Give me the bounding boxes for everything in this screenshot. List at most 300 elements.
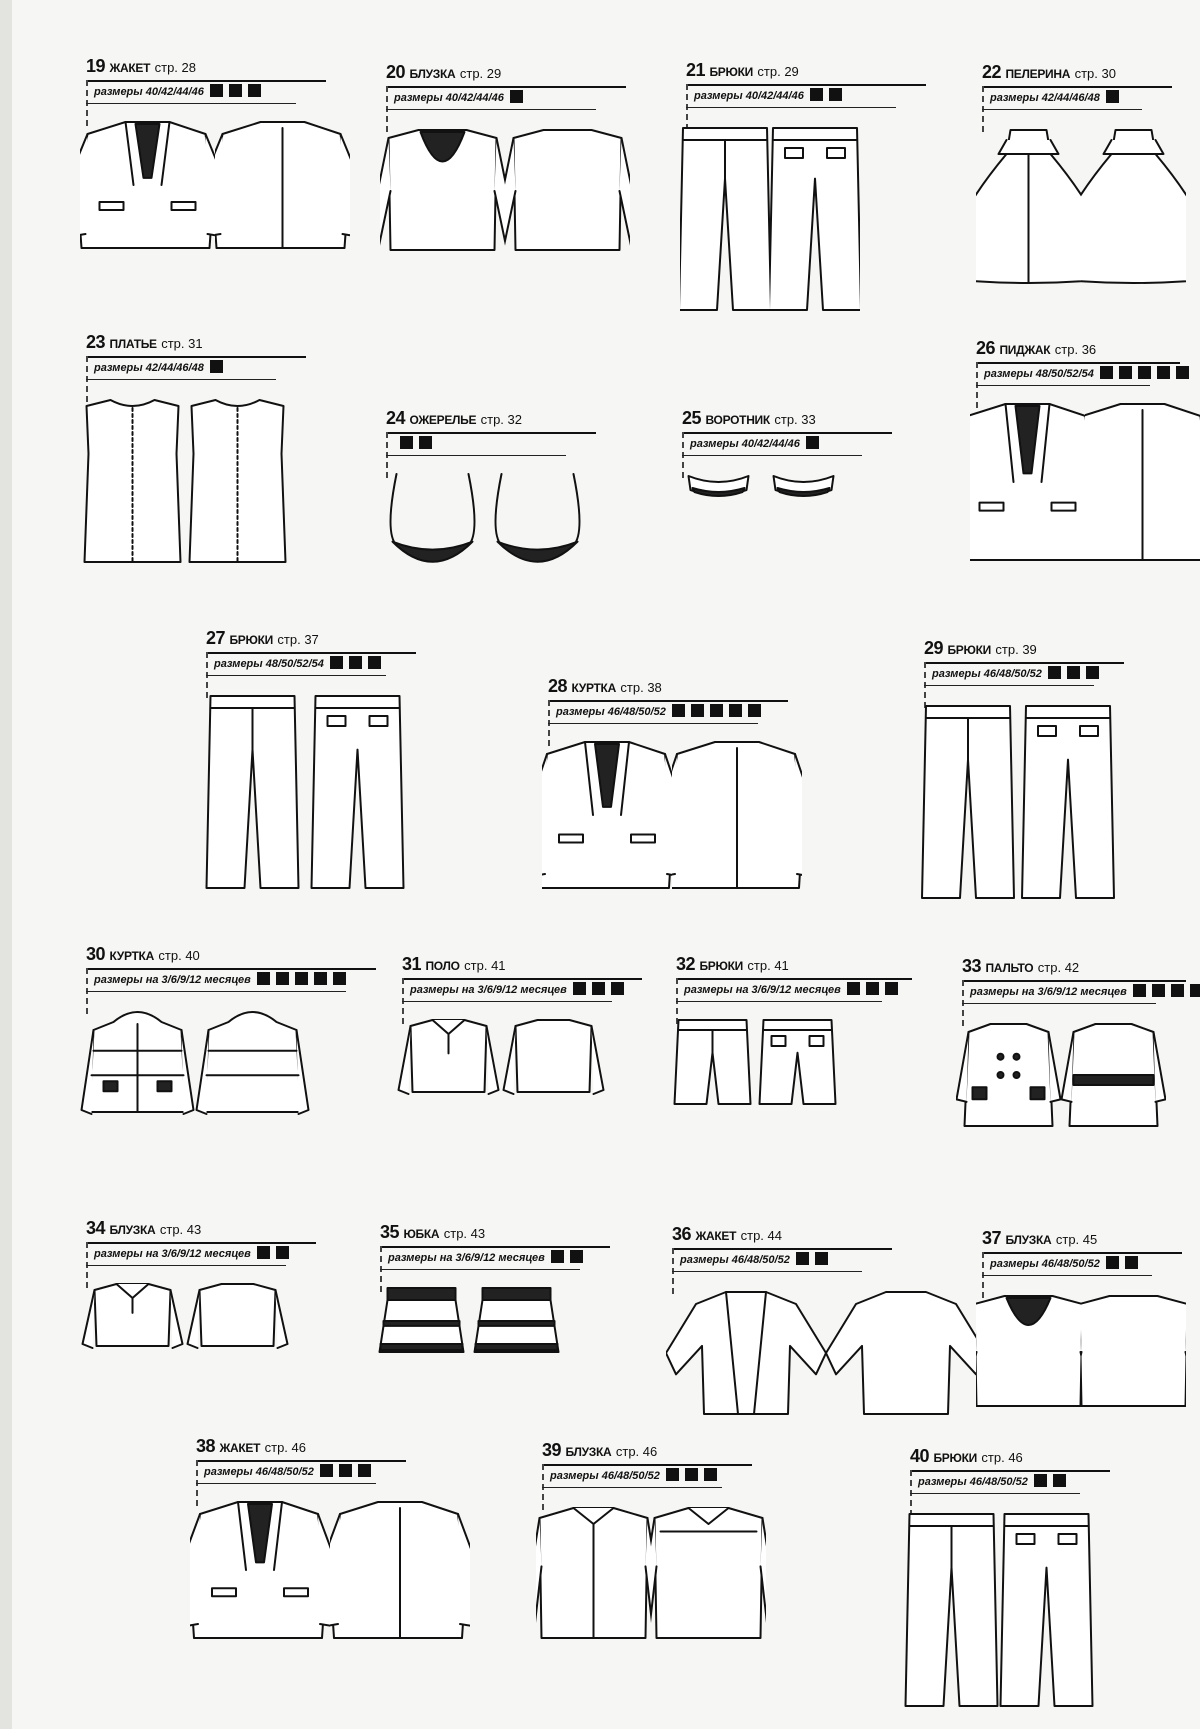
item-page-ref: стр. 43 [159,1222,202,1237]
title-rule [402,978,642,980]
garment-sketch-back [501,1012,606,1104]
size-rule [386,109,596,110]
item-number: 39 [542,1440,562,1460]
title-rule [386,86,626,88]
item-title [86,56,196,77]
garment-sketch-back [1018,696,1118,908]
pattern-item-37 [982,1228,1182,1280]
size-range [970,984,1200,998]
item-name: БРЮКИ [229,633,273,647]
difficulty-square [419,436,432,449]
size-text: размеры на 3/6/9/12 месяцев [94,1248,251,1260]
garment-sketch-front [190,1494,330,1646]
difficulty-square [330,656,343,669]
item-page-ref: стр. 28 [154,60,196,75]
title-rule [86,1242,316,1244]
size-range [94,1246,289,1260]
difficulty-square [611,982,624,995]
garment-sketch-front [396,1012,501,1104]
difficulty-square [551,1250,564,1263]
item-number: 30 [86,944,106,964]
pattern-item-29 [924,638,1124,690]
item-name: ЖАКЕТ [219,1441,261,1455]
garment-sketch-front [976,120,1081,292]
item-title [386,62,501,83]
item-number: 28 [548,676,568,696]
size-text: размеры 42/44/46/48 [990,92,1100,104]
size-rule [676,1001,882,1002]
pattern-item-39 [542,1440,752,1492]
size-range [388,1250,583,1264]
title-rule [676,978,912,980]
garment-sketch-back [330,1494,470,1646]
title-rule [86,80,326,82]
size-range [394,90,523,104]
size-text: размеры 40/42/44/46 [690,438,800,450]
size-text: размеры 48/50/52/54 [214,658,324,670]
garment-sketch-front [380,466,485,588]
pattern-item-30 [86,944,376,996]
difficulty-square [729,704,742,717]
difficulty-square [1152,984,1165,997]
size-range [94,84,261,98]
garment-sketch-front [536,1498,651,1650]
size-rule [672,1271,862,1272]
garment-sketch-front [676,466,761,508]
title-rule [542,1464,752,1466]
difficulty-square [314,972,327,985]
difficulty-square [1119,366,1132,379]
garment-sketch-back [305,686,410,898]
item-page-ref: стр. 40 [158,948,200,963]
size-rule [976,385,1150,386]
difficulty-square [1157,366,1170,379]
size-rule [386,455,566,456]
garment-sketch-back [761,466,846,508]
item-page-ref: стр. 46 [615,1444,658,1459]
title-rule [976,362,1180,364]
difficulty-square [796,1252,809,1265]
garment-sketch-front [80,114,215,256]
size-text: размеры на 3/6/9/12 месяцев [684,984,841,996]
garment-sketch-front [542,734,672,896]
item-page-ref: стр. 32 [480,412,522,427]
size-text: размеры 42/44/46/48 [94,362,204,374]
difficulty-square [810,88,823,101]
difficulty-square [1106,1256,1119,1269]
pattern-item-33 [962,956,1186,1008]
pattern-item-26 [976,338,1180,390]
size-text: размеры 46/48/50/52 [932,668,1042,680]
size-range [984,366,1189,380]
difficulty-square [229,84,242,97]
difficulty-square [815,1252,828,1265]
difficulty-square [748,704,761,717]
difficulty-square [592,982,605,995]
difficulty-square [829,88,842,101]
item-title [206,628,319,649]
item-title [86,332,203,353]
difficulty-square [1048,666,1061,679]
pattern-item-23 [86,332,306,384]
pattern-item-24 [386,408,596,460]
difficulty-square [691,704,704,717]
pattern-item-35 [380,1222,610,1274]
item-name: ВОРОТНИК [705,413,770,427]
item-page-ref: стр. 37 [277,632,319,647]
garment-sketch-back [826,1282,986,1424]
item-page-ref: стр. 39 [995,642,1037,657]
item-name: ПОЛО [425,959,460,973]
item-number: 36 [672,1224,692,1244]
size-rule [86,103,296,104]
item-title [380,1222,485,1243]
size-rule [686,107,896,108]
difficulty-square [1086,666,1099,679]
garment-sketch-front [970,396,1085,568]
item-name: БЛУЗКА [565,1445,612,1459]
item-title [196,1436,306,1457]
size-rule [548,723,758,724]
item-title [976,338,1096,359]
item-page-ref: стр. 29 [757,64,799,79]
difficulty-square [210,84,223,97]
difficulty-square [295,972,308,985]
title-rule [86,968,376,970]
difficulty-square [1125,1256,1138,1269]
size-text: размеры 40/42/44/46 [394,92,504,104]
garment-sketch-front [670,1012,755,1114]
item-number: 22 [982,62,1002,82]
item-name: ОЖЕРЕЛЬЕ [409,413,477,427]
item-name: ЖАКЕТ [109,61,151,75]
difficulty-square [1034,1474,1047,1487]
difficulty-square [400,436,413,449]
item-number: 25 [682,408,702,428]
size-range [932,666,1099,680]
item-number: 21 [686,60,706,80]
item-number: 20 [386,62,406,82]
pattern-item-28 [548,676,788,728]
size-text: размеры 40/42/44/46 [694,90,804,102]
item-page-ref: стр. 46 [264,1440,306,1455]
item-name: КУРТКА [109,949,154,963]
size-rule [962,1003,1156,1004]
item-name: ЖАКЕТ [695,1229,737,1243]
title-rule [682,432,892,434]
size-rule [910,1493,1080,1494]
garment-sketch-front [200,686,305,898]
size-text: размеры 46/48/50/52 [990,1258,1100,1270]
title-rule [548,700,788,702]
difficulty-square [333,972,346,985]
difficulty-square [320,1464,333,1477]
title-rule [380,1246,610,1248]
garment-sketch-back [770,118,860,320]
item-page-ref: стр. 41 [464,958,506,973]
difficulty-square [210,360,223,373]
item-page-ref: стр. 30 [1074,66,1116,81]
difficulty-square [666,1468,679,1481]
size-range [204,1464,371,1478]
difficulty-square [672,704,685,717]
difficulty-square [573,982,586,995]
size-range [410,982,624,996]
size-range [394,436,432,450]
garment-sketch-front [666,1282,826,1424]
garment-sketch-back [469,1280,564,1362]
pattern-item-27 [206,628,416,680]
garment-sketch-back [505,120,630,262]
garment-sketch-back [1081,1286,1186,1418]
difficulty-square [570,1250,583,1263]
difficulty-square [866,982,879,995]
size-range [990,90,1119,104]
item-name: ПИДЖАК [999,343,1051,357]
garment-sketch-back [185,390,290,572]
difficulty-square [1053,1474,1066,1487]
item-number: 31 [402,954,422,974]
title-rule [686,84,926,86]
size-range [680,1252,828,1266]
garment-sketch-back [755,1012,840,1114]
item-number: 34 [86,1218,106,1238]
difficulty-square [257,1246,270,1259]
size-text: размеры 48/50/52/54 [984,368,1094,380]
difficulty-square [847,982,860,995]
item-name: БРЮКИ [947,643,991,657]
size-rule [206,675,386,676]
size-rule [86,1265,286,1266]
item-number: 37 [982,1228,1002,1248]
size-range [550,1468,717,1482]
difficulty-square [368,656,381,669]
garment-sketch-front [904,1504,999,1716]
size-range [94,360,223,374]
difficulty-square [1171,984,1184,997]
size-text: размеры 46/48/50/52 [918,1476,1028,1488]
size-range [94,972,346,986]
item-title [86,944,200,965]
item-name: БЛУЗКА [409,67,456,81]
item-page-ref: стр. 38 [620,680,662,695]
difficulty-square [510,90,523,103]
difficulty-square [257,972,270,985]
size-rule [86,991,346,992]
item-page-ref: стр. 41 [747,958,789,973]
size-range [690,436,819,450]
garment-sketch-front [918,696,1018,908]
garment-sketch-front [976,1286,1081,1418]
difficulty-square [339,1464,352,1477]
garment-sketch-front [956,1014,1061,1136]
size-rule [982,109,1142,110]
title-rule [962,980,1186,982]
garment-sketch-back [185,1276,290,1358]
title-rule [982,1252,1182,1254]
item-title [386,408,522,429]
difficulty-square [1067,666,1080,679]
size-rule [380,1269,580,1270]
title-rule [196,1460,406,1462]
item-name: БЛУЗКА [109,1223,156,1237]
item-title [682,408,816,429]
size-text: размеры 46/48/50/52 [680,1254,790,1266]
item-page-ref: стр. 43 [443,1226,486,1241]
difficulty-square [704,1468,717,1481]
item-number: 19 [86,56,106,76]
title-rule [924,662,1124,664]
item-number: 40 [910,1446,930,1466]
item-title [676,954,789,975]
item-title [686,60,799,81]
item-number: 26 [976,338,996,358]
size-range [214,656,381,670]
item-number: 27 [206,628,226,648]
item-page-ref: стр. 29 [459,66,502,81]
garment-sketch-back [999,1504,1094,1716]
pattern-item-22 [982,62,1172,114]
item-number: 32 [676,954,696,974]
difficulty-square [806,436,819,449]
size-range [684,982,898,996]
item-page-ref: стр. 44 [740,1228,782,1243]
size-text: размеры 46/48/50/52 [556,706,666,718]
size-rule [86,379,276,380]
garment-sketch-front [374,1280,469,1362]
item-page-ref: стр. 31 [161,336,203,351]
title-rule [982,86,1172,88]
difficulty-square [349,656,362,669]
size-rule [924,685,1094,686]
item-name: БЛУЗКА [1005,1233,1052,1247]
pattern-item-31 [402,954,642,1006]
item-title [924,638,1037,659]
garment-sketch-front [80,1002,195,1124]
item-title [542,1440,657,1461]
item-page-ref: стр. 45 [1055,1232,1098,1247]
item-title [402,954,506,975]
garment-sketch-front [80,1276,185,1358]
item-name: ПАЛЬТО [985,961,1034,975]
garment-sketch-back [1085,396,1200,568]
item-number: 24 [386,408,406,428]
garment-sketch-front [80,390,185,572]
title-rule [386,432,596,434]
item-name: КУРТКА [571,681,616,695]
size-rule [196,1483,376,1484]
item-page-ref: стр. 36 [1054,342,1097,357]
size-rule [542,1487,722,1488]
page-edge [0,0,12,1729]
difficulty-square [1133,984,1146,997]
item-title [910,1446,1023,1467]
item-name: ЮБКА [403,1227,440,1241]
pattern-item-25 [682,408,892,460]
pattern-item-36 [672,1224,892,1276]
difficulty-square [358,1464,371,1477]
difficulty-square [248,84,261,97]
size-range [556,704,761,718]
garment-sketch-front [380,120,505,262]
garment-sketch-back [672,734,802,896]
difficulty-square [710,704,723,717]
pattern-item-34 [86,1218,316,1270]
size-range [694,88,842,102]
garment-sketch-back [651,1498,766,1650]
garment-sketch-back [195,1002,310,1124]
title-rule [206,652,416,654]
item-title [962,956,1079,977]
difficulty-square [685,1468,698,1481]
difficulty-square [1100,366,1113,379]
difficulty-square [276,972,289,985]
item-page-ref: стр. 33 [774,412,816,427]
size-text: размеры 46/48/50/52 [204,1466,314,1478]
pattern-item-19 [86,56,326,108]
size-text: размеры на 3/6/9/12 месяцев [970,986,1127,998]
garment-sketch-back [485,466,590,588]
item-name: БРЮКИ [709,65,753,79]
garment-sketch-back [1061,1014,1166,1136]
size-text: размеры 40/42/44/46 [94,86,204,98]
item-title [86,1218,201,1239]
garment-sketch-back [1081,120,1186,292]
size-rule [682,455,862,456]
size-text: размеры на 3/6/9/12 месяцев [388,1252,545,1264]
item-number: 33 [962,956,982,976]
difficulty-square [1176,366,1189,379]
size-range [990,1256,1138,1270]
difficulty-square [885,982,898,995]
item-title [672,1224,782,1245]
item-number: 29 [924,638,944,658]
pattern-item-20 [386,62,626,114]
item-number: 23 [86,332,106,352]
difficulty-square [1106,90,1119,103]
difficulty-square [1138,366,1151,379]
size-text: размеры 46/48/50/52 [550,1470,660,1482]
size-range [918,1474,1066,1488]
item-page-ref: стр. 46 [981,1450,1023,1465]
pattern-item-21 [686,60,926,112]
size-rule [402,1001,612,1002]
difficulty-square [1190,984,1200,997]
title-rule [86,356,306,358]
pattern-item-40 [910,1446,1110,1498]
item-title [548,676,662,697]
item-name: БРЮКИ [933,1451,977,1465]
pattern-item-32 [676,954,912,1006]
title-rule [910,1470,1110,1472]
title-rule [672,1248,892,1250]
size-text: размеры на 3/6/9/12 месяцев [410,984,567,996]
pattern-item-38 [196,1436,406,1488]
item-title [982,1228,1097,1249]
size-rule [982,1275,1152,1276]
item-number: 38 [196,1436,216,1456]
item-name: БРЮКИ [699,959,743,973]
garment-sketch-front [680,118,770,320]
item-title [982,62,1116,83]
item-name: ПЛАТЬЕ [109,337,157,351]
difficulty-square [276,1246,289,1259]
garment-sketch-back [215,114,350,256]
item-page-ref: стр. 42 [1037,960,1080,975]
item-name: ПЕЛЕРИНА [1005,67,1071,81]
item-number: 35 [380,1222,400,1242]
size-text: размеры на 3/6/9/12 месяцев [94,974,251,986]
